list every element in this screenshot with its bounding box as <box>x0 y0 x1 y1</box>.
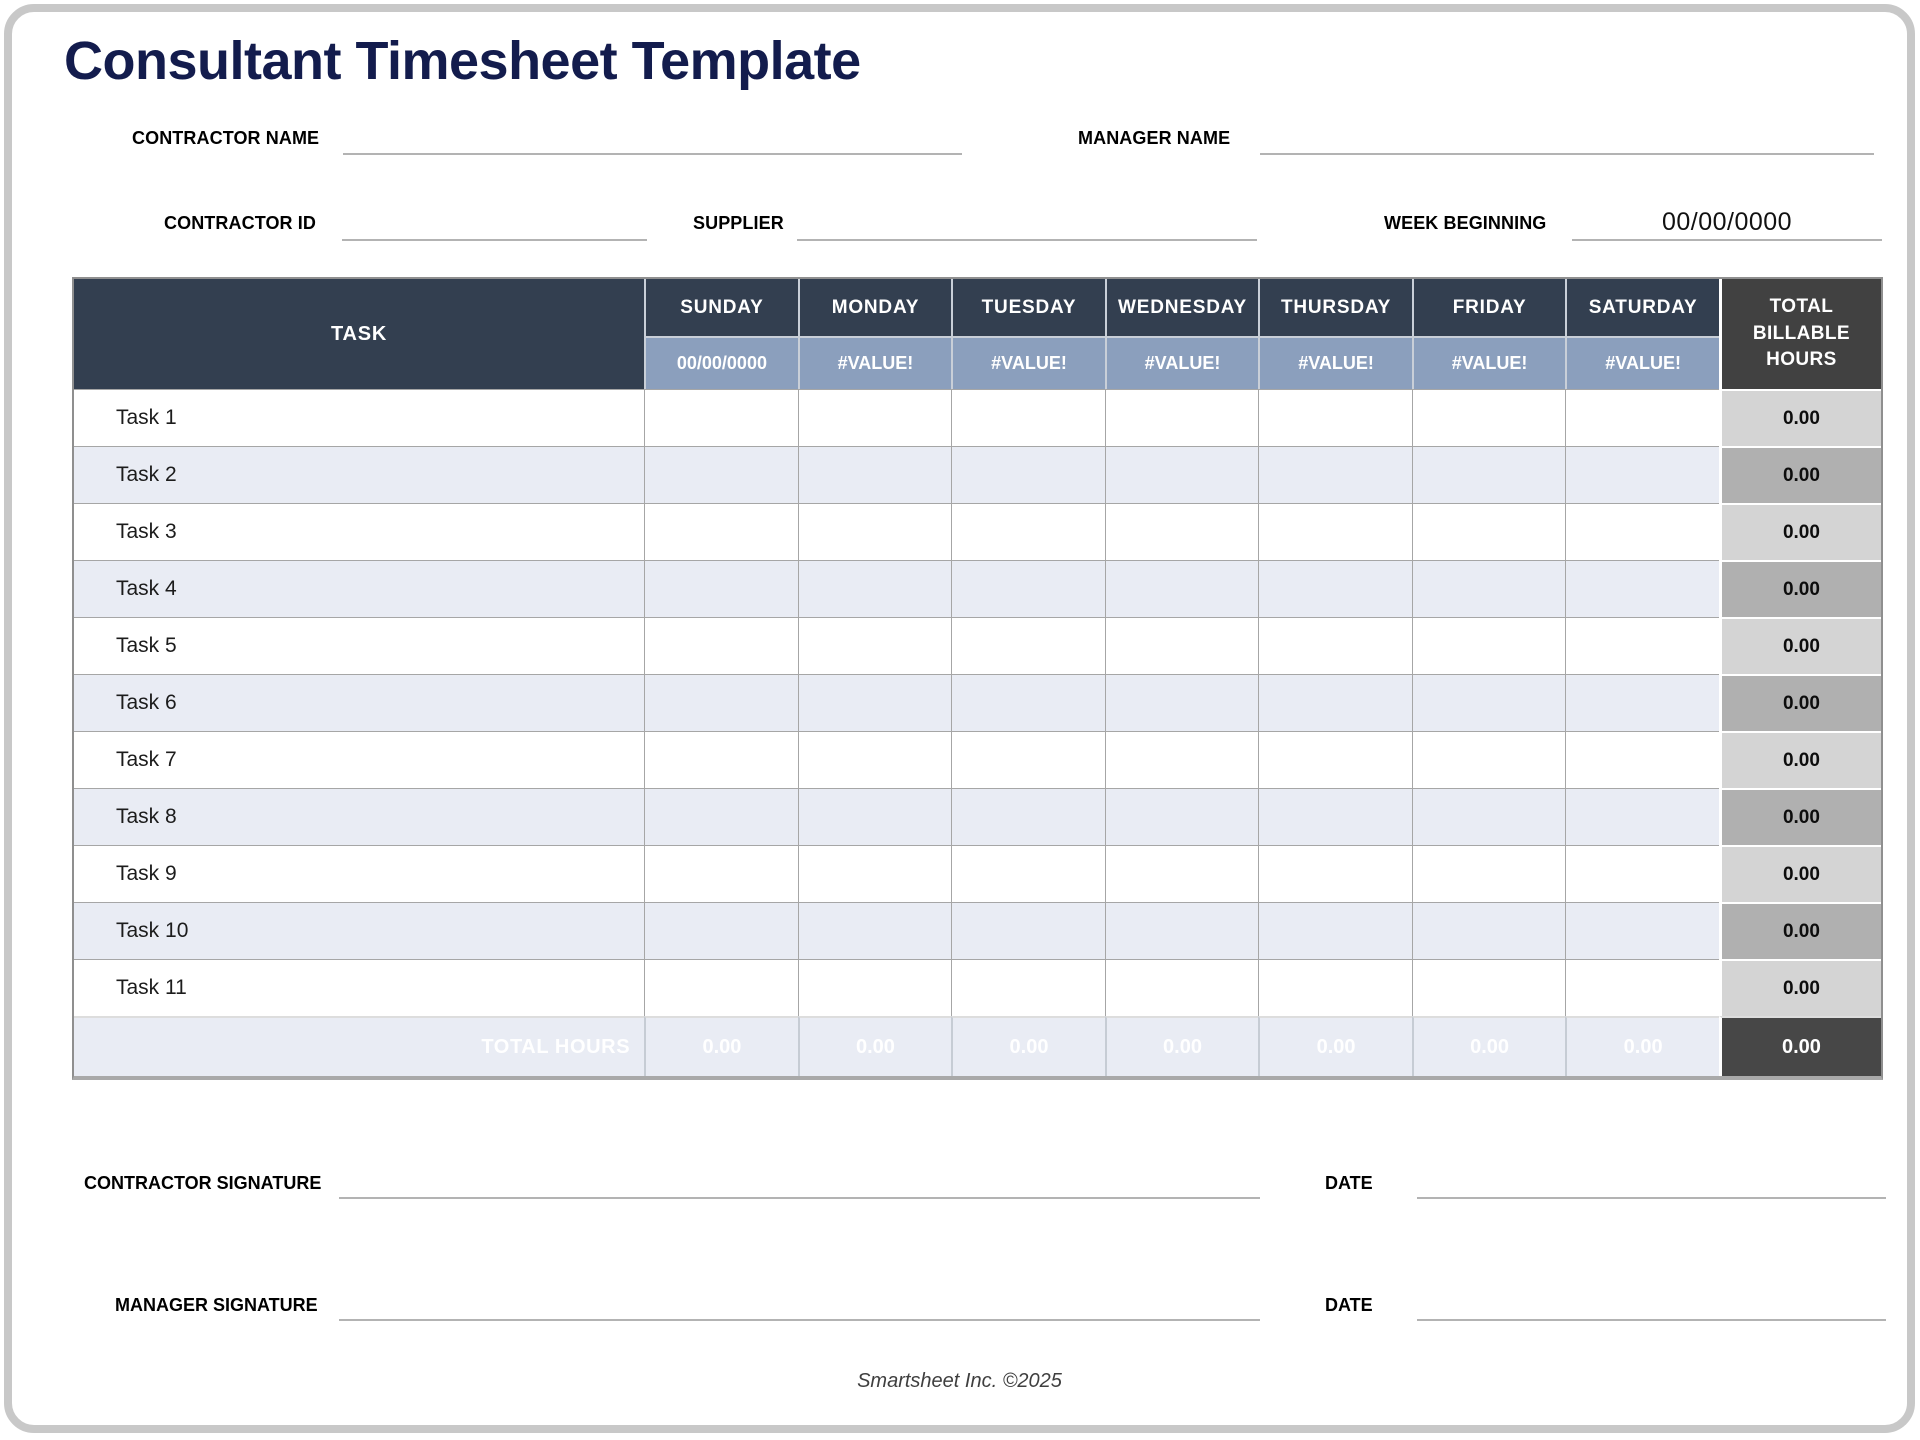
task-name-cell[interactable]: Task 8 <box>74 788 644 845</box>
contractor-date-field[interactable] <box>1417 1197 1886 1199</box>
hours-cell[interactable] <box>1105 902 1259 959</box>
hours-cell[interactable] <box>1412 959 1566 1016</box>
task-name-cell[interactable]: Task 3 <box>74 503 644 560</box>
hours-cell[interactable] <box>798 845 952 902</box>
hours-cell[interactable] <box>644 959 798 1016</box>
task-name-cell[interactable]: Task 1 <box>74 389 644 446</box>
hours-cell[interactable] <box>951 617 1105 674</box>
hours-cell[interactable] <box>1105 389 1259 446</box>
day-header-monday: MONDAY <box>798 279 952 336</box>
table-row <box>74 731 1881 788</box>
hours-cell[interactable] <box>1565 902 1719 959</box>
table-row <box>74 845 1881 902</box>
table-row <box>74 446 1881 503</box>
day-header-friday: FRIDAY <box>1412 279 1566 336</box>
hours-cell[interactable] <box>798 959 952 1016</box>
table-row <box>74 959 1881 1016</box>
hours-cell[interactable] <box>1412 731 1566 788</box>
date-cell-tuesday: #VALUE! <box>951 336 1105 389</box>
day-header-thursday: THURSDAY <box>1258 279 1412 336</box>
day-total-cell: 0.00 <box>798 1016 952 1076</box>
day-total-cell: 0.00 <box>1412 1016 1566 1076</box>
hours-cell[interactable] <box>1412 902 1566 959</box>
hours-cell[interactable] <box>1565 503 1719 560</box>
contractor-id-label: CONTRACTOR ID <box>164 213 316 233</box>
manager-date-field[interactable] <box>1417 1319 1886 1321</box>
date-cell-friday: #VALUE! <box>1412 336 1566 389</box>
task-name-cell[interactable]: Task 9 <box>74 845 644 902</box>
day-total-cell: 0.00 <box>1105 1016 1259 1076</box>
row-total-cell: 0.00 <box>1719 389 1881 446</box>
day-total-cell: 0.00 <box>644 1016 798 1076</box>
table-row <box>74 902 1881 959</box>
day-header-sunday: SUNDAY <box>644 279 798 336</box>
hours-cell[interactable] <box>1565 674 1719 731</box>
hours-cell[interactable] <box>1105 674 1259 731</box>
row-total-cell: 0.00 <box>1719 674 1881 731</box>
hours-cell[interactable] <box>798 731 952 788</box>
hours-cell[interactable] <box>1258 959 1412 1016</box>
manager-date-label: DATE <box>1325 1295 1373 1315</box>
hours-cell[interactable] <box>644 674 798 731</box>
hours-cell[interactable] <box>644 446 798 503</box>
hours-cell[interactable] <box>644 902 798 959</box>
hours-cell[interactable] <box>644 731 798 788</box>
table-row <box>74 788 1881 845</box>
hours-cell[interactable] <box>1258 560 1412 617</box>
hours-cell[interactable] <box>1105 503 1259 560</box>
hours-cell[interactable] <box>644 560 798 617</box>
hours-cell[interactable] <box>644 389 798 446</box>
task-name-cell[interactable]: Task 5 <box>74 617 644 674</box>
hours-cell[interactable] <box>951 788 1105 845</box>
task-name-cell[interactable]: Task 7 <box>74 731 644 788</box>
day-header-saturday: SATURDAY <box>1565 279 1719 336</box>
hours-cell[interactable] <box>798 503 952 560</box>
hours-cell[interactable] <box>1258 845 1412 902</box>
contractor-date-label: DATE <box>1325 1173 1373 1193</box>
hours-cell[interactable] <box>1412 674 1566 731</box>
hours-cell[interactable] <box>1105 731 1259 788</box>
hours-cell[interactable] <box>1258 389 1412 446</box>
hours-cell[interactable] <box>1105 560 1259 617</box>
row-total-cell: 0.00 <box>1719 560 1881 617</box>
hours-cell[interactable] <box>1565 845 1719 902</box>
task-name-cell[interactable]: Task 2 <box>74 446 644 503</box>
hours-cell[interactable] <box>1258 503 1412 560</box>
hours-cell[interactable] <box>1565 959 1719 1016</box>
task-name-cell[interactable]: Task 11 <box>74 959 644 1016</box>
table-row <box>74 617 1881 674</box>
hours-cell[interactable] <box>1105 617 1259 674</box>
hours-cell[interactable] <box>1565 788 1719 845</box>
hours-cell[interactable] <box>798 674 952 731</box>
week-beginning-label: WEEK BEGINNING <box>1384 213 1547 233</box>
task-name-cell[interactable]: Task 10 <box>74 902 644 959</box>
hours-cell[interactable] <box>951 902 1105 959</box>
hours-cell[interactable] <box>1412 845 1566 902</box>
hours-cell[interactable] <box>644 617 798 674</box>
date-cell-sunday[interactable]: 00/00/0000 <box>644 336 798 389</box>
hours-cell[interactable] <box>798 902 952 959</box>
row-total-cell: 0.00 <box>1719 731 1881 788</box>
hours-cell[interactable] <box>1258 902 1412 959</box>
hours-cell[interactable] <box>951 731 1105 788</box>
hours-cell[interactable] <box>1258 788 1412 845</box>
week-beginning-field[interactable] <box>1572 239 1882 241</box>
hours-cell[interactable] <box>644 788 798 845</box>
hours-cell[interactable] <box>644 845 798 902</box>
row-total-cell: 0.00 <box>1719 845 1881 902</box>
date-cell-monday: #VALUE! <box>798 336 952 389</box>
manager-name-field[interactable] <box>1260 153 1874 155</box>
contractor-signature-label: CONTRACTOR SIGNATURE <box>84 1173 322 1193</box>
hours-cell[interactable] <box>1412 446 1566 503</box>
task-name-cell[interactable]: Task 4 <box>74 560 644 617</box>
timesheet-table <box>72 277 1883 1080</box>
hours-cell[interactable] <box>1565 617 1719 674</box>
contractor-signature-field[interactable] <box>339 1197 1260 1199</box>
hours-cell[interactable] <box>951 674 1105 731</box>
table-row <box>74 674 1881 731</box>
date-cell-saturday: #VALUE! <box>1565 336 1719 389</box>
supplier-field[interactable] <box>797 239 1257 241</box>
hours-cell[interactable] <box>644 503 798 560</box>
week-beginning-value[interactable]: 00/00/0000 <box>1661 208 1793 236</box>
table-row <box>74 389 1881 446</box>
hours-cell[interactable] <box>1412 617 1566 674</box>
total-hours-row <box>74 1016 1881 1076</box>
day-total-cell: 0.00 <box>1565 1016 1719 1076</box>
hours-cell[interactable] <box>1105 959 1259 1016</box>
hours-cell[interactable] <box>798 617 952 674</box>
hours-cell[interactable] <box>1565 389 1719 446</box>
contractor-id-field[interactable] <box>342 239 647 241</box>
hours-cell[interactable] <box>1565 560 1719 617</box>
row-total-cell: 0.00 <box>1719 959 1881 1016</box>
total-billable-hours-header: TOTAL BILLABLE HOURS <box>1719 279 1881 389</box>
day-total-cell: 0.00 <box>1258 1016 1412 1076</box>
manager-signature-field[interactable] <box>339 1319 1260 1321</box>
hours-cell[interactable] <box>1105 446 1259 503</box>
task-column-header: TASK <box>74 279 644 389</box>
row-total-cell: 0.00 <box>1719 503 1881 560</box>
hours-cell[interactable] <box>798 446 952 503</box>
manager-name-label: MANAGER NAME <box>1078 128 1231 148</box>
row-total-cell: 0.00 <box>1719 446 1881 503</box>
hours-cell[interactable] <box>1412 389 1566 446</box>
hours-cell[interactable] <box>951 959 1105 1016</box>
hours-cell[interactable] <box>1565 731 1719 788</box>
day-header-tuesday: TUESDAY <box>951 279 1105 336</box>
total-hours-label: TOTAL HOURS <box>74 1016 644 1076</box>
hours-cell[interactable] <box>1258 446 1412 503</box>
manager-signature-label: MANAGER SIGNATURE <box>115 1295 318 1315</box>
row-total-cell: 0.00 <box>1719 788 1881 845</box>
table-row <box>74 560 1881 617</box>
contractor-name-label: CONTRACTOR NAME <box>132 128 320 148</box>
task-name-cell[interactable]: Task 6 <box>74 674 644 731</box>
hours-cell[interactable] <box>1258 617 1412 674</box>
hours-cell[interactable] <box>951 389 1105 446</box>
hours-cell[interactable] <box>1412 503 1566 560</box>
date-cell-wednesday: #VALUE! <box>1105 336 1259 389</box>
hours-cell[interactable] <box>798 389 952 446</box>
hours-cell[interactable] <box>951 560 1105 617</box>
hours-cell[interactable] <box>1412 788 1566 845</box>
hours-cell[interactable] <box>1105 788 1259 845</box>
row-total-cell: 0.00 <box>1719 617 1881 674</box>
date-cell-thursday: #VALUE! <box>1258 336 1412 389</box>
hours-cell[interactable] <box>1412 560 1566 617</box>
hours-cell[interactable] <box>798 788 952 845</box>
contractor-name-field[interactable] <box>343 153 962 155</box>
hours-cell[interactable] <box>951 845 1105 902</box>
hours-cell[interactable] <box>951 503 1105 560</box>
hours-cell[interactable] <box>798 560 952 617</box>
grand-total-cell: 0.00 <box>1719 1016 1881 1076</box>
day-header-row <box>74 279 1881 336</box>
footer-copyright: Smartsheet Inc. ©2025 <box>857 1370 1062 1392</box>
page-title: Consultant Timesheet Template <box>64 31 861 91</box>
supplier-label: SUPPLIER <box>693 213 784 233</box>
timesheet-page <box>4 4 1915 1433</box>
hours-cell[interactable] <box>1258 731 1412 788</box>
day-header-wednesday: WEDNESDAY <box>1105 279 1259 336</box>
table-row <box>74 503 1881 560</box>
hours-cell[interactable] <box>1565 446 1719 503</box>
hours-cell[interactable] <box>1258 674 1412 731</box>
hours-cell[interactable] <box>951 446 1105 503</box>
hours-cell[interactable] <box>1105 845 1259 902</box>
row-total-cell: 0.00 <box>1719 902 1881 959</box>
day-total-cell: 0.00 <box>951 1016 1105 1076</box>
